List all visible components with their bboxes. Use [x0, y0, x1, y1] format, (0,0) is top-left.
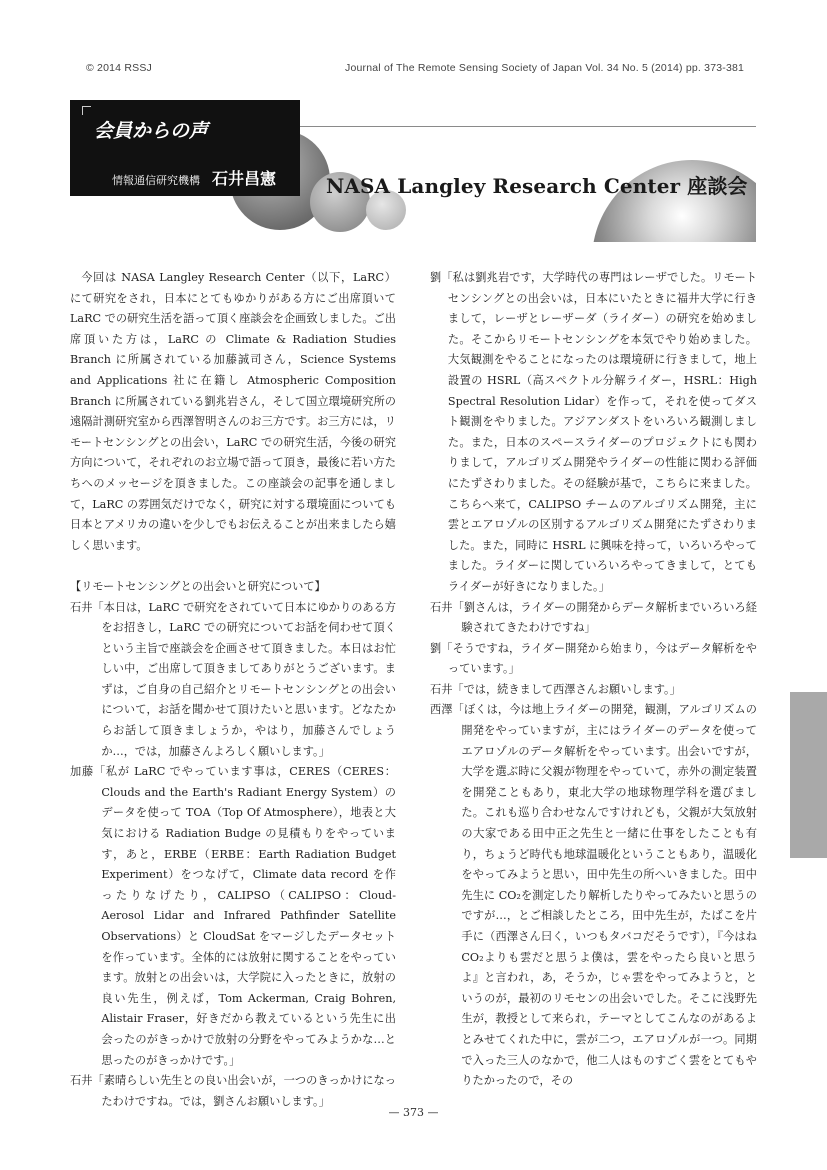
speech-kato-1: 加藤「私が LaRC でやっています事は，CERES（CERES：Clouds and the Earth's Radiant Energy System）のデータを使って TOA（Top Of Atmosphere），地表と大気における Radiation Budge の見積もりをやっています，あと，ERBE（ERBE：Earth Radiation Budget Experiment）をつなげて，Climate data record を作ったりなげたり，CALIPSO（CALIPSO：Cloud-Aerosol Lidar and Infrared Pathfinder Satellite Observations）と CloudSat をマージしたデータセットを作っています。全体的には放射に関することをやっています。放射との出会いは，大学院に入ったときに，放射の良い先生，例えば，Tom Ackerman, Craig Bohren, Alistair Fraser，好きだから教えているという先生に出会ったのがきっかけで放射の分野をやってみようかな…と思ったのがきっかけです。」 — [70, 765, 396, 1067]
left-column — [70, 268, 396, 1112]
speech-ishii-1: 石井「本日は，LaRC で研究をされていて日本にゆかりのある方をお招きし，LaRC での研究についてお話を伺わせて頂くという主旨で座談会を企画させて頂きました。本日はお忙しい中，ご出席して頂きましてありがとうございます。まずは，ご自身の自己紹介とリモートセンシングとの出会いについて，お話を聞かせて頂けたいと思います。どなたからお話して頂きましょうか，やはり，加藤さんでしょうか…，では，加藤さんよろしく願いします。」 — [70, 600, 396, 758]
speech-ishii-2: 石井「素晴らしい先生との良い出会いが，一つのきっかけになったわけですね。では，劉さんお願いします。」 — [70, 1074, 396, 1108]
page-number: — 373 — — [388, 1106, 439, 1119]
article-banner — [70, 100, 756, 242]
speech-ishii-4: 石井「では，続きまして西澤さんお願いします。」 — [430, 682, 681, 696]
author-affiliation: 情報通信研究機構 — [112, 174, 200, 187]
section-label: 会員からの声 — [94, 120, 209, 142]
side-index-tab — [790, 692, 827, 858]
copyright-notice: © 2014 RSSJ — [86, 62, 152, 74]
journal-citation: Journal of The Remote Sensing Society of Japan Vol. 34 No. 5 (2014) pp. 373-381 — [345, 62, 745, 74]
article-title: NASA Langley Research Center 座談会 — [326, 174, 748, 198]
speech-nishizawa-1: 西澤「ぼくは，今は地上ライダーの開発，観測，アルゴリズムの開発をやっていますが，主にはライダーのデータを使ってエアロゾルのデータ解析をやっています。出会いですが，大学を選ぶ時に父親が物理をやっていて，赤外の測定装置を開発こともあり，東北大学の地球物理学科を選びました。これも巡り合わせなんですけれども，父親が大気放射の大家である田中正之先生と一緒に仕事をしたことも有り，ちょうど時代も地球温暖化ということもあり，温暖化をやってみようと思い，田中先生の所へいきました。田中先生に CO₂を測定したり解析したりやってみたいと思うのですが…，とご相談したところ，田中先生が，たばこを片手に（西澤さん曰く，いつもタバコだそうです），『今はね CO₂よりも雲だと思うよ僕は，雲をやったら良いと思うよ』と言われ，あ，そうか，じゃ雲をやってみようと，というのが，最初のリモセンの出会いでした。そこに浅野先生が，教授として来られ，テーマとしてこんなのがあるよとみせてくれた中に，雲が二つ，エアロゾルが一つ。同期で入った三人のなかで，他二人はものすごく雲をとてもやりたかったので，その — [430, 703, 757, 1088]
corner-mark — [82, 106, 91, 115]
speech-liu-1: 劉「私は劉兆岩です，大学時代の専門はレーザでした。リモートセンシングとの出会いは，日本にいたときに福井大学に行きまして，レーザとレーザーダ（ライダー）の研究を始めました。そこからリモートセンシングを本気でやり始めました。大気観測をやることになったのは環境研に行きまして，地上設置の HSRL（高スペクトル分解ライダー，HSRL：High Spectral Resolution Lidar）を作って，それを使ってダスト観測をやりました。アジアンダストをいろいろ観測しました。また，日本のスペースライダーのプロジェクトにも関わりまして，アルゴリズム開発やライダーの性能に関わる評価にたずさわりました。その経験が基で，こちらに来ました。こちらへ来て，CALIPSO チームのアルゴリズム開発，主に雲とエアロゾルの区別するアルゴリズム開発にたずさわりました。また，同時に HSRL に興味を持って，いろいろやってました。ライダーに関していろいろやってきまして，とてもライダーが好きになりました。」 — [430, 271, 757, 593]
banner-rule — [300, 126, 756, 127]
speech-liu-2: 劉「そうですね，ライダー開発から始まり，今はデータ解析をやっています。」 — [430, 641, 757, 676]
author-name: 石井昌憲 — [212, 169, 277, 188]
section-box — [70, 100, 300, 196]
right-column — [430, 268, 757, 1092]
intro-paragraph: 今回は NASA Langley Research Center（以下，LaRC）にて研究をされ，日本にとてもゆかりがある方にご出席頂いて LaRC での研究生活を語って頂く座談会を企画致しました。ご出席頂いた方は，LaRC の Climate & Radiation Studies Branch に所属されている加藤誠司さん，Science Systems and Applications 社に在籍し Atmospheric Composition Branch に所属されている劉兆岩さん，そして国立環境研究所の遠隔計測研究室から西澤智明さんのお三方です。お三方には，リモートセンシングとの出会い，LaRC での研究生活，今後の研究方向について，それぞれのお立場で語って頂き，最後に若い方たちへのメッセージを頂きました。この座談会の記事を通しまして，LaRC の雰囲気だけでなく，研究に対する環境面についても日本とアメリカの違いを少しでもお伝えることが出来ましたら嬉しく思います。 — [70, 271, 396, 552]
speech-ishii-3: 石井「劉さんは，ライダーの開発からデータ解析までいろいろ経験されてきたわけですね」 — [430, 600, 757, 635]
section-heading: 【リモートセンシングとの出会いと研究について】 — [70, 579, 326, 593]
